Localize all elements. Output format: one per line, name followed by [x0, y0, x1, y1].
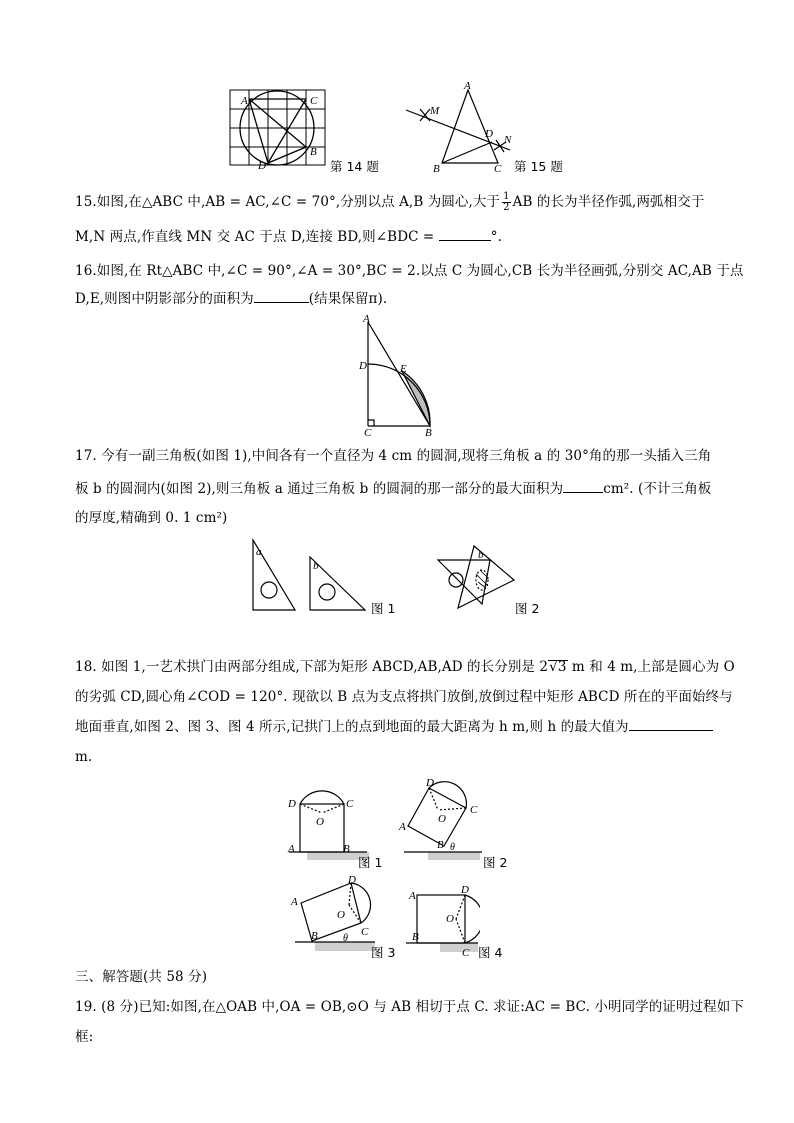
q16-answer-blank[interactable]	[254, 290, 309, 303]
q15-label-n: N	[504, 134, 512, 146]
q15-label-a: A	[464, 80, 471, 92]
q15-label-c: C	[494, 163, 502, 173]
q18-line4: m.	[75, 749, 93, 765]
q14-label-a: A	[241, 95, 248, 107]
figure-q18-2	[396, 774, 486, 868]
q18-line3: 地面垂直,如图 2、图 3、图 4 所示,记拱门上的点到地面的最大距离为 h m,则 h 的最大值为	[75, 718, 713, 736]
q18f4-label-d: D	[461, 884, 469, 896]
figure-q17-2	[430, 538, 520, 613]
q18f1-label-d: D	[288, 798, 296, 810]
q18f4-label-b: B	[412, 931, 419, 943]
q15-line1: 15.如图,在△ABC 中,AB = AC,∠C = 70°,分别以点 A,B 为圆心,大于 $\frac{1}{2}$ AB 的长为半径作弧,两弧相交于	[75, 191, 705, 213]
q18f2-label-d: D	[426, 777, 434, 789]
figure-q18-3	[285, 873, 380, 958]
q15-answer-blank[interactable]	[439, 228, 491, 241]
q16-label-c: C	[364, 427, 372, 437]
q14-label-d: D	[258, 160, 266, 170]
figure-q18-4	[400, 876, 480, 958]
caption-q14: 第 14 题	[330, 159, 379, 174]
q16-label-d: D	[359, 360, 367, 372]
q14-label-b: B	[310, 146, 317, 158]
q17-line2: 板 b 的圆洞内(如图 2),则三角板 a 通过三角板 b 的圆洞的那一部分的最大面积为 cm². (不计三角板	[75, 481, 712, 497]
q18f2-label-theta: θ	[450, 842, 455, 853]
q18f1-label-o: O	[316, 816, 324, 828]
figure-q14	[225, 85, 335, 170]
q17-label-b2: b	[478, 549, 484, 561]
q15-label-b: B	[433, 163, 440, 173]
q18f3-label-o: O	[337, 909, 345, 921]
q18-sqrt: √3	[549, 659, 567, 675]
caption-q18-fig1: 图 1	[358, 855, 383, 870]
q18f3-label-d: D	[348, 874, 356, 886]
q16-label-e: E	[400, 363, 407, 375]
q16-label-a: A	[363, 313, 370, 325]
q18f3-label-theta: θ	[343, 933, 348, 944]
q18f3-label-c: C	[361, 926, 369, 938]
q18f3-label-a: A	[291, 896, 298, 908]
q15-label-d: D	[485, 128, 493, 140]
q19-line2: 框:	[75, 1029, 94, 1045]
q18f1-label-a: A	[288, 843, 295, 855]
q18f2-label-a: A	[399, 821, 406, 833]
q17-line3: 的厚度,精确到 0. 1 cm²)	[75, 510, 228, 526]
caption-q18-fig4: 图 4	[478, 945, 503, 960]
q18f2-label-o: O	[438, 813, 446, 825]
q16-line1: 16.如图,在 Rt△ABC 中,∠C = 90°,∠A = 30°,BC = 2.以点 C 为圆心,CB 长为半径画弧,分别交 AC,AB 于点	[75, 263, 744, 279]
caption-q17-fig2: 图 2	[515, 601, 540, 616]
q18f4-label-o: O	[446, 913, 454, 925]
q17-answer-blank[interactable]	[563, 480, 603, 493]
q18-line2: 的劣弧 CD,圆心角∠COD = 120°. 现欲以 B 点为支点将拱门放倒,放倒过程中矩形 ABCD 所在的平面始终与	[75, 689, 733, 705]
q18f1-label-b: B	[343, 843, 350, 855]
q18-line1: 18. 如图 1,一艺术拱门由两部分组成,下部为矩形 ABCD,AB,AD 的长分别是 2√3 m 和 4 m,上部是圆心为 O	[75, 659, 735, 675]
q15-fraction: $\frac{1}{2}$	[503, 191, 510, 213]
figure-q17-1	[245, 535, 375, 615]
q16-label-b: B	[425, 427, 432, 437]
q16-line2: D,E,则图中阴影部分的面积为 (结果保留π).	[75, 291, 388, 307]
caption-q18-fig3: 图 3	[371, 945, 396, 960]
q18f2-label-c: C	[470, 804, 478, 816]
q18-answer-blank[interactable]	[629, 718, 713, 731]
caption-q17-fig1: 图 1	[371, 601, 396, 616]
q17-label-b1: b	[313, 560, 319, 572]
q14-label-c: C	[310, 95, 318, 107]
q15-label-m: M	[430, 105, 440, 117]
q15-line2: M,N 两点,作直线 MN 交 AC 于点 D,连接 BD,则∠BDC = °.	[75, 229, 503, 245]
q18f3-label-b: B	[311, 930, 318, 942]
q18f1-label-c: C	[346, 798, 354, 810]
caption-q15: 第 15 题	[514, 159, 563, 174]
q18f4-label-a: A	[409, 890, 416, 902]
figure-q15	[400, 78, 515, 173]
q18f2-label-b: B	[437, 839, 444, 851]
section-3-heading: 三、解答题(共 58 分)	[75, 969, 208, 985]
q18f4-label-c: C	[462, 947, 470, 958]
q17-line1: 17. 今有一副三角板(如图 1),中间各有一个直径为 4 cm 的圆洞,现将三角板 a 的 30°角的那一头插入三角	[75, 448, 712, 464]
q19-line1: 19. (8 分)已知:如图,在△OAB 中,OA = OB,⊙O 与 AB 相切于点 C. 求证:AC = BC. 小明同学的证明过程如下	[75, 999, 744, 1015]
figure-q16	[355, 312, 445, 437]
caption-q18-fig2: 图 2	[483, 855, 508, 870]
q17-label-a: a	[256, 546, 262, 558]
